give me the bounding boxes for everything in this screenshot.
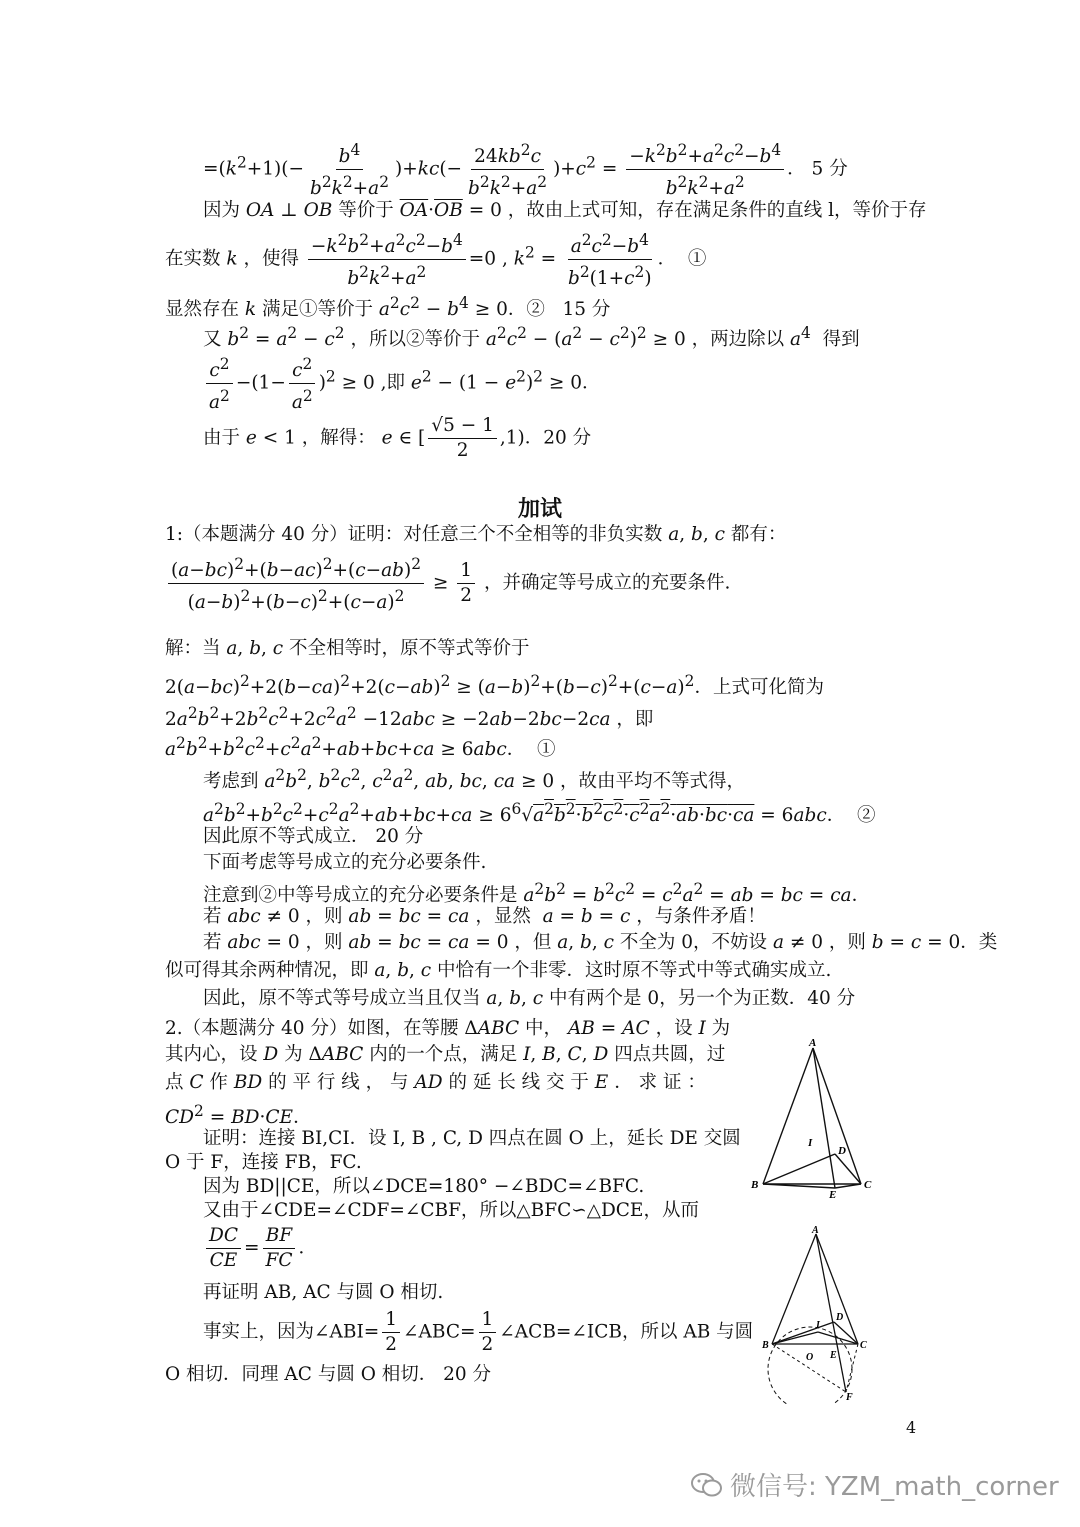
fig2-label-o: O <box>806 1352 814 1363</box>
sol-10: 若 abc ≠ 0 ，则 ab = bc = ca ，显然 a = b = c ，与条件矛盾！ <box>203 906 766 927</box>
fig2-label-c: C <box>860 1340 867 1351</box>
q1-formula: $\frac{(a-bc)^2+(b-ac)^2+(c-ab)^2}{(a-b)^2+(b-c)^2+(c-a)^2}$ ≥ $\frac{1}{2}$ ，并确定等号成立的充要条件. <box>165 552 730 615</box>
fig2-label-e: E <box>830 1350 837 1361</box>
q2-line-1: 2.（本题满分 40 分）如图，在等腰 ΔABC 中， AB = AC ，设 I 为 <box>165 1018 731 1039</box>
fig2-label-i: I <box>816 1320 820 1331</box>
sol-1: 解：当 a, b, c 不全相等时，原不等式等价于 <box>165 638 530 659</box>
fig1-label-a: A <box>809 1037 817 1049</box>
para-ineq: $\frac{c^2}{a^2}$ −(1− $\frac{c^2}{a^2}$ )$^2$ ≥ 0 ,即 $e^2 - (1 - e^2)^2 \ge 0$． <box>203 352 601 415</box>
fig2-label-f: F <box>846 1392 853 1403</box>
fig1-line-bd <box>763 1154 835 1184</box>
proof-6: 再证明 AB, AC 与圆 O 相切. <box>203 1282 444 1303</box>
para-solve: 由于 e < 1 ，解得： e ∈ [ $\frac{√5 - 1}{2}$ ,1)．20 分 <box>203 415 592 461</box>
figure-1 <box>745 1036 885 1206</box>
proof-5: $\frac{DC}{CE}$ = $\frac{BF}{FC}$ ． <box>203 1224 317 1273</box>
fig2-label-d: D <box>836 1312 844 1323</box>
q2-line-4: $CD^2 = BD\cdot CE$． <box>165 1102 312 1129</box>
page-number: 4 <box>906 1418 917 1437</box>
sol-2: $2(a-bc)^2+2(b-ca)^2+2(c-ab)^2 \ge (a-b)^2+(b-c)^2+(c-a)^2$．上式可化简为 <box>165 672 824 699</box>
section-title: 加试 <box>517 497 562 522</box>
fig2-line-cf <box>846 1344 858 1392</box>
fig1-label-i: I <box>808 1137 813 1149</box>
wechat-icon <box>690 1471 724 1499</box>
fig1-line-dc <box>835 1154 861 1184</box>
watermark-text: 微信号: YZM_math_corner <box>730 1472 1059 1502</box>
fig2-line-bd <box>772 1322 834 1344</box>
fig1-label-e: E <box>829 1189 837 1201</box>
fig1-edge-ac <box>813 1048 861 1184</box>
proof-2: O 于 F，连接 FB，FC. <box>165 1152 362 1173</box>
q2-line-3: 点 C 作 BD 的 平 行 线 ， 与 AD 的 延 长 线 交 于 E ． 求 证 ： <box>165 1072 706 1093</box>
eq-top: $=(k^2+1)(-$ $\frac{b^4}{b^2k^2+a^2}$ )+kc(− $\frac{24kb^2c}{b^2k^2+a^2}$ )$+c^2$ = $\frac{-k^2b^2+a^2c^2-b^4}{b^2k^2+a^2}$ ． 5 分 <box>203 138 848 201</box>
proof-8: O 相切．同理 AC 与圆 O 相切． 20 分 <box>165 1364 492 1385</box>
sol-9: 注意到②中等号成立的充分必要条件是 $a^2b^2 = b^2c^2 = c^2a^2$ = ab = bc = ca． <box>203 880 871 907</box>
q2-line-2: 其内心，设 D 为 ΔABC 内的一个点，满足 I, B, C, D 四点共圆，过 <box>165 1044 726 1065</box>
watermark <box>690 1466 1059 1503</box>
para-perp: 因为 OA ⊥ OB 等价于 $\overline{OA}\cdot\overline{OB} = 0$ ，故由上式可知，存在满足条件的直线 l，等价于存 <box>203 200 927 221</box>
fig1-label-b: B <box>751 1179 759 1191</box>
proof-4: 又由于∠CDE=∠CDF=∠CBF，所以△BFC∽△DCE，从而 <box>203 1200 699 1221</box>
sol-5: 考虑到 $a^2b^2$, $b^2c^2$, $c^2a^2$, ab, bc, ca ≥ 0 ，故由平均不等式得， <box>203 766 745 793</box>
proof-1: 证明：连接 BI,CI．设 I, B , C, D 四点在圆 O 上，延长 DE 交圆 <box>203 1128 741 1149</box>
para-exist: 在实数 k ，使得 $\frac{-k^2b^2+a^2c^2-b^4}{b^2k^2+a^2}$ =0 , $k^2$ = $\frac{a^2c^2-b^4}{b^2(1+c^2)}$ ． ① <box>165 228 706 291</box>
proof-7: 事实上，因为∠ABI= $\frac{1}{2}$ ∠ABC= $\frac{1}{2}$ ∠ACB=∠ICB，所以 AB 与圆 <box>203 1309 754 1355</box>
q1-statement: 1:（本题满分 40 分）证明：对任意三个不全相等的非负实数 a, b, c 都有： <box>165 524 787 545</box>
sol-6: $a^2b^2+b^2c^2+c^2a^2+ab+bc+ca \ge 6^6√a^2b^2\cdot b^2c^2\cdot c^2a^2\cdot ab\cdot bc\cdot ca = 6abc$． ② <box>203 800 876 827</box>
fig2-edge-ac <box>816 1234 858 1344</box>
sol-8: 下面考虑等号成立的充分必要条件. <box>203 852 487 873</box>
para-obvious: 显然存在 k 满足①等价于 $a^2c^2 - b^4 \ge 0$．② 15 分 <box>165 294 611 321</box>
fig1-label-c: C <box>864 1179 872 1191</box>
fig1-line-ae <box>813 1048 835 1188</box>
sol-13: 因此，原不等式等号成立当且仅当 a, b, c 中有两个是 0，另一个为正数．40 分 <box>203 988 856 1009</box>
sol-4: $a^2b^2+b^2c^2+c^2a^2+ab+bc+ca \ge 6abc$． ① <box>165 734 556 761</box>
figure-2 <box>758 1224 878 1404</box>
sol-7: 因此原不等式成立． 20 分 <box>203 826 424 847</box>
proof-3: 因为 BD||CE，所以∠DCE=180° −∠BDC=∠BFC. <box>203 1176 645 1197</box>
fig2-line-bi <box>772 1332 818 1344</box>
para-also: 又 $b^2 = a^2 - c^2$ ，所以②等价于 $a^2c^2 - (a^2 - c^2)^2 \ge 0$ ，两边除以 $a^4$ 得到 <box>203 324 860 351</box>
sol-12: 似可得其余两种情况，即 a, b, c 中恰有一个非零．这时原不等式中等式确实成立. <box>165 960 832 981</box>
fig2-label-a: A <box>812 1225 819 1236</box>
fig1-label-d: D <box>838 1145 846 1157</box>
fig2-label-b: B <box>762 1340 769 1351</box>
fig1-edge-ab <box>763 1048 813 1184</box>
sol-3: $2a^2b^2+2b^2c^2+2c^2a^2 -12abc \ge -2ab-2bc-2ca$ ，即 <box>165 704 654 731</box>
sol-11: 若 abc = 0 ，则 ab = bc = ca = 0 ，但 a, b, c 不全为 0，不妨设 a ≠ 0 ，则 b = c = 0．类 <box>203 932 998 953</box>
